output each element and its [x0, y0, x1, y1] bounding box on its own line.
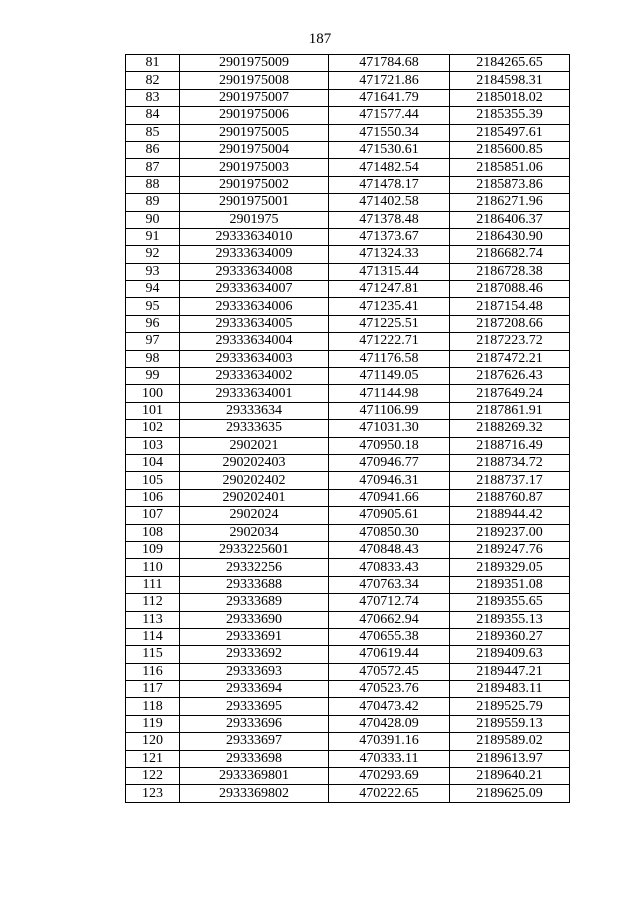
y-coordinate-cell: 2189237.00: [450, 524, 570, 541]
table-row: [126, 576, 570, 593]
row-number-cell: 111: [126, 576, 180, 593]
point-id-cell: 2901975006: [180, 107, 329, 124]
table-row: [126, 228, 570, 245]
x-coordinate-cell: 471176.58: [329, 350, 450, 367]
y-coordinate-cell: 2188269.32: [450, 420, 570, 437]
point-id-cell: 2901975007: [180, 89, 329, 106]
table-row: [126, 333, 570, 350]
y-coordinate-cell: 2188737.17: [450, 472, 570, 489]
x-coordinate-cell: 471324.33: [329, 246, 450, 263]
row-number-cell: 82: [126, 72, 180, 89]
point-id-cell: 2901975003: [180, 159, 329, 176]
x-coordinate-cell: 470946.31: [329, 472, 450, 489]
row-number-cell: 123: [126, 785, 180, 802]
x-coordinate-cell: 471222.71: [329, 333, 450, 350]
table-row: [126, 628, 570, 645]
table-row: [126, 141, 570, 158]
y-coordinate-cell: 2188944.42: [450, 507, 570, 524]
y-coordinate-cell: 2189355.65: [450, 594, 570, 611]
table-row: [126, 194, 570, 211]
y-coordinate-cell: 2185355.39: [450, 107, 570, 124]
row-number-cell: 113: [126, 611, 180, 628]
y-coordinate-cell: 2189483.11: [450, 681, 570, 698]
row-number-cell: 106: [126, 489, 180, 506]
point-id-cell: 29333634005: [180, 315, 329, 332]
row-number-cell: 86: [126, 141, 180, 158]
y-coordinate-cell: 2188760.87: [450, 489, 570, 506]
x-coordinate-cell: 470833.43: [329, 559, 450, 576]
row-number-cell: 96: [126, 315, 180, 332]
y-coordinate-cell: 2186430.90: [450, 228, 570, 245]
x-coordinate-cell: 470293.69: [329, 768, 450, 785]
table-body: [126, 55, 570, 803]
point-id-cell: 290202401: [180, 489, 329, 506]
x-coordinate-cell: 471478.17: [329, 176, 450, 193]
x-coordinate-cell: 470222.65: [329, 785, 450, 802]
y-coordinate-cell: 2189247.76: [450, 541, 570, 558]
table-row: [126, 646, 570, 663]
table-row: [126, 107, 570, 124]
row-number-cell: 89: [126, 194, 180, 211]
point-id-cell: 29333698: [180, 750, 329, 767]
table-row: [126, 541, 570, 558]
point-id-cell: 29333634009: [180, 246, 329, 263]
point-id-cell: 29333634006: [180, 298, 329, 315]
row-number-cell: 92: [126, 246, 180, 263]
point-id-cell: 2901975: [180, 211, 329, 228]
point-id-cell: 29333634010: [180, 228, 329, 245]
x-coordinate-cell: 471641.79: [329, 89, 450, 106]
y-coordinate-cell: 2189640.21: [450, 768, 570, 785]
point-id-cell: 2902024: [180, 507, 329, 524]
table-row: [126, 124, 570, 141]
y-coordinate-cell: 2186406.37: [450, 211, 570, 228]
row-number-cell: 97: [126, 333, 180, 350]
x-coordinate-cell: 470905.61: [329, 507, 450, 524]
row-number-cell: 105: [126, 472, 180, 489]
row-number-cell: 116: [126, 663, 180, 680]
row-number-cell: 108: [126, 524, 180, 541]
point-id-cell: 29333634008: [180, 263, 329, 280]
y-coordinate-cell: 2186271.96: [450, 194, 570, 211]
row-number-cell: 118: [126, 698, 180, 715]
y-coordinate-cell: 2189613.97: [450, 750, 570, 767]
y-coordinate-cell: 2189409.63: [450, 646, 570, 663]
x-coordinate-cell: 470333.11: [329, 750, 450, 767]
table-row: [126, 559, 570, 576]
y-coordinate-cell: 2189559.13: [450, 715, 570, 732]
point-id-cell: 2901975008: [180, 72, 329, 89]
point-id-cell: 29333695: [180, 698, 329, 715]
y-coordinate-cell: 2186728.38: [450, 263, 570, 280]
table-row: [126, 698, 570, 715]
row-number-cell: 114: [126, 628, 180, 645]
point-id-cell: 29333697: [180, 733, 329, 750]
table-row: [126, 594, 570, 611]
row-number-cell: 117: [126, 681, 180, 698]
x-coordinate-cell: 470655.38: [329, 628, 450, 645]
table-row: [126, 733, 570, 750]
row-number-cell: 90: [126, 211, 180, 228]
point-id-cell: 29333696: [180, 715, 329, 732]
row-number-cell: 93: [126, 263, 180, 280]
y-coordinate-cell: 2185497.61: [450, 124, 570, 141]
row-number-cell: 102: [126, 420, 180, 437]
table-row: [126, 715, 570, 732]
x-coordinate-cell: 471144.98: [329, 385, 450, 402]
point-id-cell: 2933369802: [180, 785, 329, 802]
table-row: [126, 72, 570, 89]
point-id-cell: 29333634004: [180, 333, 329, 350]
point-id-cell: 29333691: [180, 628, 329, 645]
point-id-cell: 29333635: [180, 420, 329, 437]
table-row: [126, 315, 570, 332]
x-coordinate-cell: 471235.41: [329, 298, 450, 315]
y-coordinate-cell: 2187208.66: [450, 315, 570, 332]
y-coordinate-cell: 2189625.09: [450, 785, 570, 802]
row-number-cell: 81: [126, 55, 180, 72]
coordinates-table: [125, 54, 570, 803]
x-coordinate-cell: 470662.94: [329, 611, 450, 628]
table-row: [126, 159, 570, 176]
point-id-cell: 29333692: [180, 646, 329, 663]
x-coordinate-cell: 471402.58: [329, 194, 450, 211]
row-number-cell: 95: [126, 298, 180, 315]
y-coordinate-cell: 2187861.91: [450, 402, 570, 419]
point-id-cell: 2933225601: [180, 541, 329, 558]
y-coordinate-cell: 2184265.65: [450, 55, 570, 72]
row-number-cell: 121: [126, 750, 180, 767]
x-coordinate-cell: 471721.86: [329, 72, 450, 89]
table-row: [126, 211, 570, 228]
point-id-cell: 290202403: [180, 454, 329, 471]
table-row: [126, 663, 570, 680]
page-number: 187: [308, 31, 332, 47]
point-id-cell: 2901975009: [180, 55, 329, 72]
y-coordinate-cell: 2187626.43: [450, 368, 570, 385]
y-coordinate-cell: 2189447.21: [450, 663, 570, 680]
point-id-cell: 2902021: [180, 437, 329, 454]
row-number-cell: 120: [126, 733, 180, 750]
row-number-cell: 84: [126, 107, 180, 124]
table-row: [126, 350, 570, 367]
point-id-cell: 290202402: [180, 472, 329, 489]
point-id-cell: 29333690: [180, 611, 329, 628]
x-coordinate-cell: 471315.44: [329, 263, 450, 280]
point-id-cell: 29333634002: [180, 368, 329, 385]
x-coordinate-cell: 470428.09: [329, 715, 450, 732]
point-id-cell: 29333689: [180, 594, 329, 611]
row-number-cell: 107: [126, 507, 180, 524]
y-coordinate-cell: 2185600.85: [450, 141, 570, 158]
x-coordinate-cell: 471225.51: [329, 315, 450, 332]
x-coordinate-cell: 471247.81: [329, 281, 450, 298]
table-row: [126, 507, 570, 524]
x-coordinate-cell: 471577.44: [329, 107, 450, 124]
table-row: [126, 281, 570, 298]
table-row: [126, 750, 570, 767]
y-coordinate-cell: 2187649.24: [450, 385, 570, 402]
row-number-cell: 88: [126, 176, 180, 193]
row-number-cell: 104: [126, 454, 180, 471]
x-coordinate-cell: 471149.05: [329, 368, 450, 385]
table-row: [126, 385, 570, 402]
y-coordinate-cell: 2189360.27: [450, 628, 570, 645]
table-row: [126, 681, 570, 698]
point-id-cell: 29332256: [180, 559, 329, 576]
x-coordinate-cell: 470950.18: [329, 437, 450, 454]
point-id-cell: 2902034: [180, 524, 329, 541]
table-row: [126, 472, 570, 489]
row-number-cell: 99: [126, 368, 180, 385]
row-number-cell: 110: [126, 559, 180, 576]
row-number-cell: 101: [126, 402, 180, 419]
point-id-cell: 29333694: [180, 681, 329, 698]
row-number-cell: 103: [126, 437, 180, 454]
row-number-cell: 109: [126, 541, 180, 558]
row-number-cell: 87: [126, 159, 180, 176]
table-row: [126, 402, 570, 419]
y-coordinate-cell: 2184598.31: [450, 72, 570, 89]
point-id-cell: 2901975001: [180, 194, 329, 211]
table-row: [126, 420, 570, 437]
row-number-cell: 115: [126, 646, 180, 663]
x-coordinate-cell: 471106.99: [329, 402, 450, 419]
row-number-cell: 119: [126, 715, 180, 732]
y-coordinate-cell: 2187088.46: [450, 281, 570, 298]
table-row: [126, 246, 570, 263]
x-coordinate-cell: 470712.74: [329, 594, 450, 611]
x-coordinate-cell: 471378.48: [329, 211, 450, 228]
table-row: [126, 263, 570, 280]
x-coordinate-cell: 470850.30: [329, 524, 450, 541]
table-row: [126, 785, 570, 802]
point-id-cell: 2933369801: [180, 768, 329, 785]
x-coordinate-cell: 470473.42: [329, 698, 450, 715]
point-id-cell: 29333634001: [180, 385, 329, 402]
y-coordinate-cell: 2187223.72: [450, 333, 570, 350]
point-id-cell: 2901975002: [180, 176, 329, 193]
x-coordinate-cell: 471530.61: [329, 141, 450, 158]
y-coordinate-cell: 2186682.74: [450, 246, 570, 263]
y-coordinate-cell: 2189329.05: [450, 559, 570, 576]
table-row: [126, 55, 570, 72]
x-coordinate-cell: 470941.66: [329, 489, 450, 506]
x-coordinate-cell: 471784.68: [329, 55, 450, 72]
y-coordinate-cell: 2188716.49: [450, 437, 570, 454]
x-coordinate-cell: 471550.34: [329, 124, 450, 141]
y-coordinate-cell: 2187154.48: [450, 298, 570, 315]
row-number-cell: 98: [126, 350, 180, 367]
table-row: [126, 176, 570, 193]
x-coordinate-cell: 470572.45: [329, 663, 450, 680]
table-row: [126, 489, 570, 506]
y-coordinate-cell: 2189351.08: [450, 576, 570, 593]
x-coordinate-cell: 470763.34: [329, 576, 450, 593]
table-row: [126, 768, 570, 785]
y-coordinate-cell: 2189355.13: [450, 611, 570, 628]
y-coordinate-cell: 2189525.79: [450, 698, 570, 715]
point-id-cell: 2901975005: [180, 124, 329, 141]
y-coordinate-cell: 2188734.72: [450, 454, 570, 471]
x-coordinate-cell: 470946.77: [329, 454, 450, 471]
row-number-cell: 112: [126, 594, 180, 611]
point-id-cell: 29333634: [180, 402, 329, 419]
x-coordinate-cell: 470391.16: [329, 733, 450, 750]
row-number-cell: 85: [126, 124, 180, 141]
x-coordinate-cell: 470619.44: [329, 646, 450, 663]
row-number-cell: 91: [126, 228, 180, 245]
row-number-cell: 94: [126, 281, 180, 298]
row-number-cell: 83: [126, 89, 180, 106]
table-row: [126, 524, 570, 541]
x-coordinate-cell: 471031.30: [329, 420, 450, 437]
x-coordinate-cell: 470848.43: [329, 541, 450, 558]
point-id-cell: 29333693: [180, 663, 329, 680]
y-coordinate-cell: 2185851.06: [450, 159, 570, 176]
row-number-cell: 122: [126, 768, 180, 785]
table-row: [126, 437, 570, 454]
y-coordinate-cell: 2189589.02: [450, 733, 570, 750]
point-id-cell: 2901975004: [180, 141, 329, 158]
table-row: [126, 368, 570, 385]
x-coordinate-cell: 470523.76: [329, 681, 450, 698]
x-coordinate-cell: 471482.54: [329, 159, 450, 176]
point-id-cell: 29333688: [180, 576, 329, 593]
y-coordinate-cell: 2185018.02: [450, 89, 570, 106]
y-coordinate-cell: 2187472.21: [450, 350, 570, 367]
row-number-cell: 100: [126, 385, 180, 402]
y-coordinate-cell: 2185873.86: [450, 176, 570, 193]
table-row: [126, 298, 570, 315]
table-row: [126, 454, 570, 471]
table-row: [126, 611, 570, 628]
point-id-cell: 29333634007: [180, 281, 329, 298]
table-row: [126, 89, 570, 106]
point-id-cell: 29333634003: [180, 350, 329, 367]
x-coordinate-cell: 471373.67: [329, 228, 450, 245]
